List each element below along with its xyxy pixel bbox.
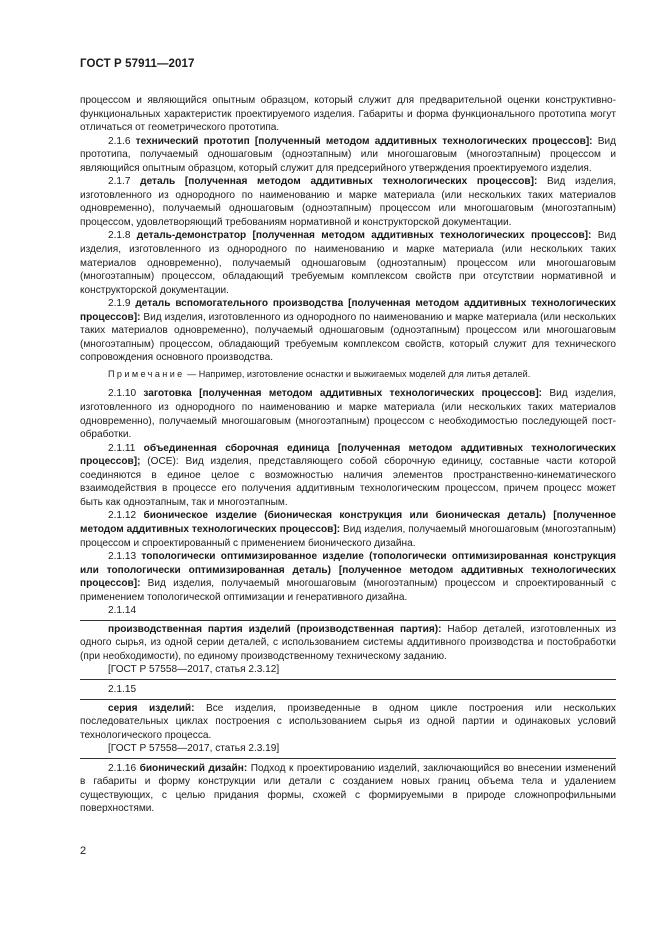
quoted-definition (80, 623, 616, 664)
paragraph-2-1-11 (80, 442, 616, 510)
term: деталь вспомогательного производства [полученная методом аддитивных технологических процессов]: (80, 298, 616, 323)
definition: Вид прототипа, получаемый одношаговым (одноэтапным) или многошаговым (многоэтапным) процессом и являющийся опытным образцом, который служит для предсерийного утверждения проектируемого изделия. (80, 135, 616, 174)
quoted-term-box-2-1-14 (80, 620, 616, 680)
paragraph-continuation: процессом и являющийся опытным образцом, который служит для предварительной оценки конструктивно-функциональных характеристик проектируемого изделия. Габариты и форма функционального прототипа могут отличаться от геометрического прототипа. (80, 95, 616, 134)
paragraph-2-1-9 (80, 297, 616, 365)
page-number: 2 (80, 845, 87, 857)
note (80, 368, 616, 382)
clause-number: 2.1.16 (108, 762, 137, 774)
term: производственная партия изделий (производственная партия): (108, 623, 442, 635)
term: заготовка [полученная методом аддитивных технологических процессов]: (143, 388, 543, 400)
term: топологически оптимизированное изделие (топологически оптимизированная конструкция или топологически оптимизированная деталь) [полученное методом аддитивных технологических процессов]: (80, 551, 616, 590)
clause-number: 2.1.12 (108, 510, 137, 522)
paragraph-2-1-10 (80, 387, 616, 441)
definition: Вид изделия, изготовленного из однородного по наименованию и марке материала (или нескольких таких материалов одновременно), получаемый одношаговым (одноэтапным) процессом или многошаговым (многоэтапным) процессом, обладающий требуемым комплексом свойств, который служит для технического сопровождения основного производства. (80, 311, 617, 364)
definition: Вид изделия, изготовленного из однородного по наименованию и марке материала (или нескольких таких материалов одновременно), получаемый одношаговым (одноэтапным) процессом или многошаговым (многоэтапным) процессом, удовлетворяющий требованиям нормативной и конструкторской документации. (80, 176, 616, 228)
definition: Набор деталей, изготовленных из одного сырья, из одной серии деталей, с использованием системы аддитивного производства и постобработки (при необходимости), по единому производственному техническому заданию. (80, 623, 616, 662)
note-text: — Например, изготовление оснастки и выжигаемых моделей для литья деталей. (187, 368, 531, 379)
term: бионическое изделие (бионическая конструкция или бионическая деталь) [полученное методом аддитивных технологических процессов]: (80, 510, 616, 535)
paragraph-2-1-13 (80, 550, 616, 604)
definition: Вид изделия, изготовленного из однородного по наименованию и марке материала (или нескольких таких материалов одновременно), получаемый одношаговым (одноэтапным) процессом или многошаговым (многоэтапным) процессом, обладающий требуемым комплексом свойств при отсутствии нормативной и конструкторской документации. (80, 230, 616, 296)
source-reference: [ГОСТ Р 57558—2017, статья 2.3.12] (108, 664, 280, 676)
paragraph-2-1-6 (80, 135, 616, 176)
quoted-definition (80, 702, 616, 743)
paragraph-2-1-12 (80, 509, 616, 550)
term: бионический дизайн: (139, 762, 248, 774)
definition: Вид изделия, получаемый многошаговым (многоэтапным) процессом и спроектированный с применением топологической оптимизации и генеративного дизайна. (80, 578, 616, 603)
definition: (ОСЕ): Вид изделия, представляющего собой сборочную единицу, составные части которой соединяются в единое целое с возможностью наличия элементов пространственно-кинематического взаимодействия в процессе его получения аддитивным технологическим процессом, причем процесс может быть как одноэтапным, так и многоэтапным. (80, 456, 616, 508)
note-label: Примечание (108, 368, 185, 379)
term: объединенная сборочная единица [полученная методом аддитивных технологических процессов]; (80, 442, 616, 468)
clause-number-2-1-14: 2.1.14 (108, 605, 137, 617)
clause-number: 2.1.8 (108, 230, 131, 242)
term: серия изделий: (108, 702, 195, 714)
clause-number: 2.1.11 (108, 442, 136, 454)
clause-number-2-1-15: 2.1.15 (108, 683, 137, 695)
paragraph-2-1-16 (80, 762, 616, 816)
paragraph-2-1-7 (80, 175, 616, 229)
definition: Вид изделия, получаемый многошаговым (многоэтапным) процессом и спроектированный с применением бионического дизайна. (80, 523, 617, 549)
document-code-header: ГОСТ Р 57911—2017 (80, 58, 195, 70)
clause-number: 2.1.6 (108, 135, 131, 147)
clause-number: 2.1.9 (108, 298, 131, 310)
source-reference: [ГОСТ Р 57558—2017, статья 2.3.19] (108, 743, 280, 755)
paragraph-2-1-8 (80, 229, 616, 297)
quoted-term-box-2-1-15 (80, 699, 616, 759)
term: деталь-демонстратор [полученная методом аддитивных технологических процессов]: (136, 230, 592, 242)
document-body (80, 94, 616, 816)
clause-number: 2.1.7 (108, 176, 131, 188)
clause-number: 2.1.10 (108, 388, 137, 400)
definition: Вид изделия, изготовленного из однородного по наименованию и марке материала (или нескольких таких материалов одновременно), получаемый многошаговым (многоэтапным) процессом с необходимостью последующей пост-обработки. (80, 388, 616, 441)
term: деталь [полученная методом аддитивных технологических процессов]: (140, 176, 538, 188)
definition: Подход к проектированию изделий, заключающийся во внесении изменений в габариты и форму конструкции или детали с созданием новых границ объема тела и удалением существующих, с целью придания формы, схожей с формируемыми в природе сложнопрофильными поверхностями. (80, 762, 616, 815)
definition: Все изделия, произведенные в одном цикле построения или нескольких последовательных циклах построения с использованием сырья из одной партии и одинаковых условий технологического процесса. (80, 702, 616, 741)
clause-number: 2.1.13 (108, 551, 137, 563)
term: технический прототип [полученный методом аддитивных технологических процессов]: (135, 135, 593, 147)
